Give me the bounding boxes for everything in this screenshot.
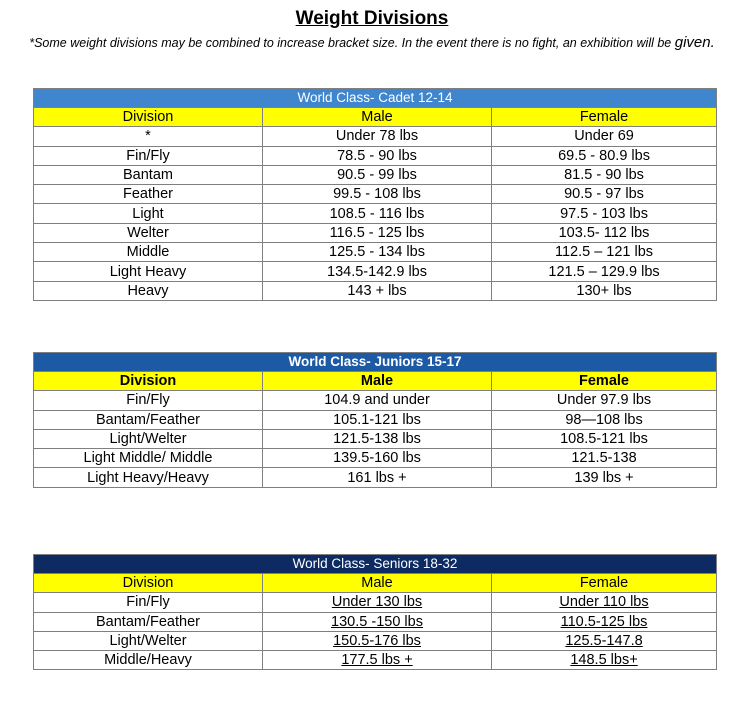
- table-row: [34, 429, 717, 448]
- table-row: [34, 651, 717, 670]
- division-cell: Welter: [34, 223, 263, 242]
- division-cell: Feather: [34, 185, 263, 204]
- division-column-header: Division: [34, 108, 263, 127]
- division-cell: Middle: [34, 243, 263, 262]
- division-cell: Light Heavy/Heavy: [34, 468, 263, 487]
- page-title: Weight Divisions: [295, 8, 449, 29]
- male-range-cell: 121.5-138 lbs: [263, 429, 492, 448]
- division-cell: Light: [34, 204, 263, 223]
- male-range-cell: 99.5 - 108 lbs: [263, 185, 492, 204]
- female-column-header: Female: [492, 372, 717, 391]
- division-cell: Light Middle/ Middle: [34, 449, 263, 468]
- female-range-cell: 139 lbs +: [492, 468, 717, 487]
- female-range-cell: 108.5-121 lbs: [492, 429, 717, 448]
- division-cell: Middle/Heavy: [34, 651, 263, 670]
- female-column-header: Female: [492, 574, 717, 593]
- column-header-row: [34, 108, 717, 127]
- table-caption-row: [34, 353, 717, 372]
- table-row: [34, 165, 717, 184]
- male-range-cell: 105.1-121 lbs: [263, 410, 492, 429]
- female-range-cell: 121.5-138: [492, 449, 717, 468]
- female-range-cell: 97.5 - 103 lbs: [492, 204, 717, 223]
- division-cell: Heavy: [34, 281, 263, 300]
- juniors-weight-table: [33, 352, 717, 488]
- female-range-cell: 148.5 lbs+: [492, 651, 717, 670]
- male-range-cell: 134.5-142.9 lbs: [263, 262, 492, 281]
- division-cell: Light/Welter: [34, 429, 263, 448]
- table-row: [34, 410, 717, 429]
- table-row: [34, 204, 717, 223]
- column-header-row: [34, 372, 717, 391]
- table-row: [34, 185, 717, 204]
- female-range-cell: 112.5 – 121 lbs: [492, 243, 717, 262]
- female-range-cell: 103.5- 112 lbs: [492, 223, 717, 242]
- table-row: [34, 146, 717, 165]
- female-range-cell: 110.5-125 lbs: [492, 612, 717, 631]
- division-cell: Fin/Fly: [34, 146, 263, 165]
- female-range-cell: 121.5 – 129.9 lbs: [492, 262, 717, 281]
- female-range-cell: 130+ lbs: [492, 281, 717, 300]
- table-row: [34, 631, 717, 650]
- column-header-row: [34, 574, 717, 593]
- male-range-cell: Under 78 lbs: [263, 127, 492, 146]
- female-range-cell: Under 110 lbs: [492, 593, 717, 612]
- division-column-header: Division: [34, 372, 263, 391]
- female-range-cell: 81.5 - 90 lbs: [492, 165, 717, 184]
- male-range-cell: 90.5 - 99 lbs: [263, 165, 492, 184]
- division-cell: Bantam/Feather: [34, 410, 263, 429]
- female-range-cell: Under 97.9 lbs: [492, 391, 717, 410]
- table-row: [34, 262, 717, 281]
- female-range-cell: 90.5 - 97 lbs: [492, 185, 717, 204]
- table-row: [34, 449, 717, 468]
- table-caption-row: [34, 555, 717, 574]
- male-range-cell: 143 + lbs: [263, 281, 492, 300]
- division-cell: Light/Welter: [34, 631, 263, 650]
- female-range-cell: 125.5-147.8: [492, 631, 717, 650]
- male-column-header: Male: [263, 372, 492, 391]
- table-row: [34, 612, 717, 631]
- division-cell: Light Heavy: [34, 262, 263, 281]
- male-range-cell: Under 130 lbs: [263, 593, 492, 612]
- division-column-header: Division: [34, 574, 263, 593]
- male-range-cell: 150.5-176 lbs: [263, 631, 492, 650]
- male-column-header: Male: [263, 108, 492, 127]
- table-row: [34, 593, 717, 612]
- division-cell: Fin/Fly: [34, 391, 263, 410]
- male-range-cell: 130.5 -150 lbs: [263, 612, 492, 631]
- table-row: [34, 391, 717, 410]
- female-column-header: Female: [492, 108, 717, 127]
- male-range-cell: 108.5 - 116 lbs: [263, 204, 492, 223]
- cadet-weight-table: [33, 88, 717, 301]
- table-caption: World Class- Juniors 15-17: [34, 353, 717, 372]
- table-row: [34, 243, 717, 262]
- note-last-word: given.: [674, 34, 715, 51]
- table-row: [34, 127, 717, 146]
- table-row: [34, 281, 717, 300]
- division-cell: Bantam/Feather: [34, 612, 263, 631]
- male-range-cell: 177.5 lbs +: [263, 651, 492, 670]
- seniors-weight-table: [33, 554, 717, 670]
- note-text: *Some weight divisions may be combined to increase bracket size. In the event there is no fight, an exhibition will be: [29, 36, 672, 50]
- male-range-cell: 116.5 - 125 lbs: [263, 223, 492, 242]
- male-range-cell: 78.5 - 90 lbs: [263, 146, 492, 165]
- female-range-cell: 98—108 lbs: [492, 410, 717, 429]
- table-caption-row: [34, 89, 717, 108]
- male-range-cell: 104.9 and under: [263, 391, 492, 410]
- male-column-header: Male: [263, 574, 492, 593]
- table-caption: World Class- Cadet 12-14: [34, 89, 717, 108]
- division-cell: *: [34, 127, 263, 146]
- male-range-cell: 139.5-160 lbs: [263, 449, 492, 468]
- division-cell: Fin/Fly: [34, 593, 263, 612]
- male-range-cell: 161 lbs +: [263, 468, 492, 487]
- female-range-cell: 69.5 - 80.9 lbs: [492, 146, 717, 165]
- table-row: [34, 223, 717, 242]
- male-range-cell: 125.5 - 134 lbs: [263, 243, 492, 262]
- female-range-cell: Under 69: [492, 127, 717, 146]
- combination-note: [0, 35, 744, 51]
- table-caption: World Class- Seniors 18-32: [34, 555, 717, 574]
- division-cell: Bantam: [34, 165, 263, 184]
- table-row: [34, 468, 717, 487]
